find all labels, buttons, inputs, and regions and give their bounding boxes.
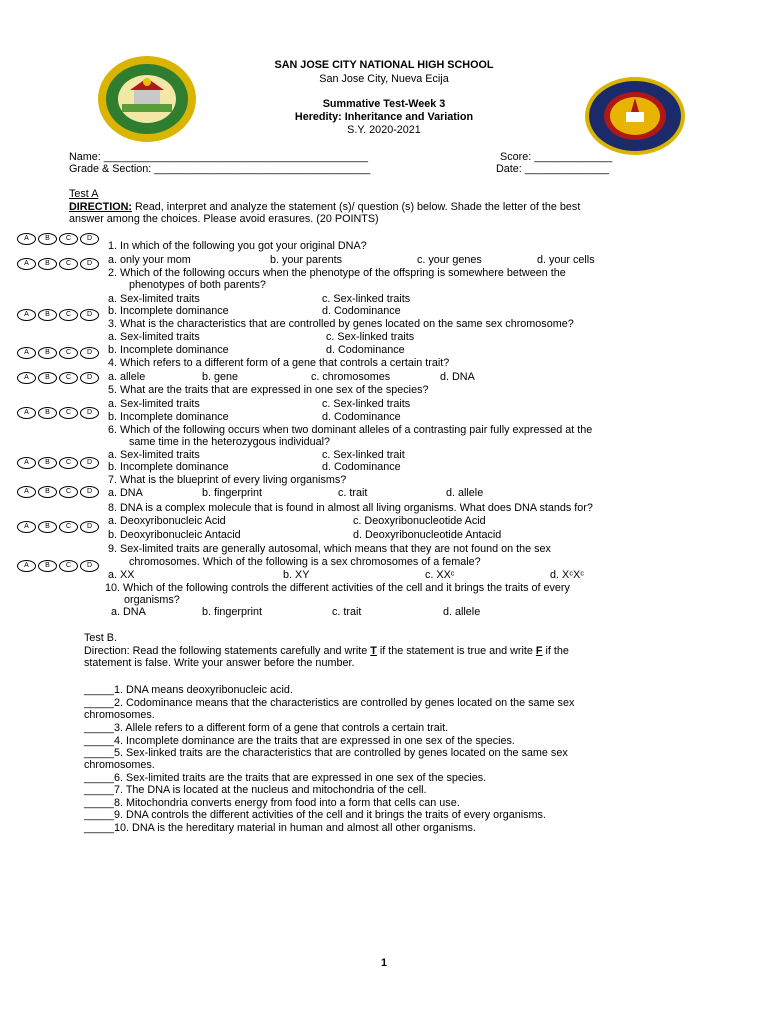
q4-option-c: c. chromosomes [311,371,391,383]
test-b-direction: Direction: Read the following statements carefully and write T if the statement is true and write F if the [84,645,569,657]
bubble-d[interactable]: D [80,486,99,498]
school-name: SAN JOSE CITY NATIONAL HIGH SCHOOL [274,59,494,71]
test-topic: Heredity: Inheritance and Variation [294,111,474,123]
q9-option-a: a. XX [108,569,135,581]
q3-option-c: c. Sex-linked traits [326,331,415,343]
q10-option-a: a. DNA [111,606,146,618]
bubble-b[interactable]: B [38,233,57,245]
q2-option-b: b. Incomplete dominance [108,305,229,317]
test-b-item-7[interactable]: _____7. The DNA is located at the nucleus and mitochondria of the cell. [84,784,427,796]
answer-bubbles-q6[interactable] [17,407,99,419]
q6-option-a: a. Sex-limited traits [108,449,200,461]
bubble-c[interactable]: C [59,521,78,533]
bubble-c[interactable]: C [59,486,78,498]
q7-option-a: a. DNA [108,487,143,499]
test-b-item-9[interactable]: _____9. DNA controls the different activities of the cell and it brings the traits of every organisms. [84,809,546,821]
school-location: San Jose City, Nueva Ecija [319,73,449,85]
q7-option-d: d. allele [446,487,484,499]
test-b-item-2-cont: chromosomes. [84,709,155,721]
question-8: 8. DNA is a complex molecule that is found in almost all living organisms. What does DNA stands for? [108,502,593,514]
q10-option-c: c. trait [332,606,362,618]
q2-option-d: d. Codominance [322,305,401,317]
question-3: 3. What is the characteristics that are controlled by genes located on the same sex chromosome? [108,318,574,330]
q6-option-b: b. Incomplete dominance [108,461,229,473]
test-b-item-4[interactable]: _____4. Incomplete dominance are the traits that are expressed in one sex of the species. [84,735,515,747]
bubble-b[interactable]: B [38,457,57,469]
q10-option-d: d. allele [443,606,481,618]
q4-option-b: b. gene [202,371,239,383]
test-a-title: Test A [69,188,99,200]
q9-option-c: c. XXᶜ [425,569,455,581]
bubble-d[interactable]: D [80,521,99,533]
q10-option-b: b. fingerprint [202,606,263,618]
q1-option-a: a. only your mom [108,254,191,266]
bubble-b[interactable]: B [38,309,57,321]
test-a-direction-line2: answer among the choices. Please avoid erasures. (20 POINTS) [69,213,379,225]
question-10-cont: organisms? [124,594,180,606]
q4-option-d: d. DNA [440,371,475,383]
answer-bubbles-q10[interactable] [17,560,99,572]
bubble-a[interactable]: A [17,347,36,359]
bubble-b[interactable]: B [38,258,57,270]
answer-bubbles-q4[interactable] [17,347,99,359]
q8-option-a: a. Deoxyribonucleic Acid [108,515,226,527]
answer-bubbles-q5[interactable] [17,372,99,384]
bubble-d[interactable]: D [80,347,99,359]
test-b-item-3[interactable]: _____3. Allele refers to a different form of a gene that controls a certain trait. [84,722,449,734]
bubble-c[interactable]: C [59,233,78,245]
question-2: 2. Which of the following occurs when the phenotype of the offspring is somewhere between the [108,267,566,279]
bubble-d[interactable]: D [80,309,99,321]
test-b-item-5[interactable]: _____5. Sex-linked traits are the characteristics that are controlled by genes located on the same sex [84,747,568,759]
bubble-a[interactable]: A [17,486,36,498]
question-9-cont: chromosomes. Which of the following is a sex chromosomes of a female? [129,556,481,568]
bubble-c[interactable]: C [59,309,78,321]
bubble-c[interactable]: C [59,560,78,572]
bubble-c[interactable]: C [59,457,78,469]
q5-option-a: a. Sex-limited traits [108,398,200,410]
bubble-d[interactable]: D [80,560,99,572]
q2-option-a: a. Sex-limited traits [108,293,200,305]
question-5: 5. What are the traits that are expressed in one sex of the species? [108,384,429,396]
test-b-item-10[interactable]: _____10. DNA is the hereditary material in human and almost all other organisms. [84,822,476,834]
question-7: 7. What is the blueprint of every living organisms? [108,474,347,486]
answer-bubbles-q8[interactable] [17,486,99,498]
q7-option-b: b. fingerprint [202,487,263,499]
test-b-item-1[interactable]: _____1. DNA means deoxyribonucleic acid. [84,684,293,696]
q8-option-b: b. Deoxyribonucleic Antacid [108,529,241,541]
bubble-d[interactable]: D [80,372,99,384]
test-b-title: Test B. [84,632,118,644]
q5-option-c: c. Sex-linked traits [322,398,411,410]
bubble-a[interactable]: A [17,457,36,469]
q8-option-d: d. Deoxyribonucleotide Antacid [353,529,502,541]
q4-option-a: a. allele [108,371,146,383]
bubble-d[interactable]: D [80,457,99,469]
date-field[interactable]: Date: ______________ [496,163,609,175]
q3-option-d: d. Codominance [326,344,405,356]
question-2-cont: phenotypes of both parents? [129,279,266,291]
q3-option-a: a. Sex-limited traits [108,331,200,343]
test-b-item-8[interactable]: _____8. Mitochondria converts energy from food into a form that cells can use. [84,797,460,809]
q6-option-d: d. Codominance [322,461,401,473]
bubble-d[interactable]: D [80,407,99,419]
test-a-direction: DIRECTION: Read, interpret and analyze the statement (s)/ question (s) below. Shade the letter of the best [69,201,581,213]
bubble-a[interactable]: A [17,258,36,270]
q6-option-c: c. Sex-linked trait [322,449,405,461]
answer-bubbles-q2[interactable] [17,258,99,270]
test-b-item-5-cont: chromosomes. [84,759,155,771]
bubble-b[interactable]: B [38,560,57,572]
bubble-a[interactable]: A [17,233,36,245]
test-title: Summative Test-Week 3 [322,98,446,110]
q1-option-b: b. your parents [270,254,343,266]
question-4: 4. Which refers to a different form of a gene that controls a certain trait? [108,357,450,369]
bubble-b[interactable]: B [38,407,57,419]
school-year: S.Y. 2020-2021 [347,124,421,136]
bubble-b[interactable]: B [38,372,57,384]
question-6: 6. Which of the following occurs when two dominant alleles of a contrasting pair fully expressed at the [108,424,593,436]
name-field[interactable]: Name: ____________________________________________ [69,151,369,163]
bubble-a[interactable]: A [17,521,36,533]
grade-section-field[interactable]: Grade & Section: ____________________________________ [69,163,371,175]
bubble-c[interactable]: C [59,258,78,270]
bubble-a[interactable]: A [17,372,36,384]
answer-bubbles-q3[interactable] [17,309,99,321]
bubble-b[interactable]: B [38,521,57,533]
q7-option-c: c. trait [338,487,368,499]
q1-option-c: c. your genes [417,254,482,266]
q5-option-d: d. Codominance [322,411,401,423]
question-10: 10. Which of the following controls the different activities of the cell and it brings the traits of every [105,582,570,594]
bubble-a[interactable]: A [17,560,36,572]
question-1: 1. In which of the following you got your original DNA? [108,240,367,252]
question-9: 9. Sex-limited traits are generally autosomal, which means that they are not found on the sex [108,543,551,555]
q9-option-b: b. XY [283,569,310,581]
q2-option-c: c. Sex-linked traits [322,293,411,305]
question-6-cont: same time in the heterozygous individual? [129,436,331,448]
page-number: 1 [380,957,387,969]
q8-option-c: c. Deoxyribonucleotide Acid [353,515,486,527]
answer-bubbles-q1[interactable] [17,233,99,245]
score-field[interactable]: Score: _____________ [500,151,613,163]
bubble-c[interactable]: C [59,407,78,419]
test-b-direction-line2: statement is false. Write your answer before the number. [84,657,355,669]
answer-bubbles-q9[interactable] [17,521,99,533]
bubble-a[interactable]: A [17,407,36,419]
q3-option-b: b. Incomplete dominance [108,344,229,356]
q5-option-b: b. Incomplete dominance [108,411,229,423]
test-b-item-2[interactable]: _____2. Codominance means that the characteristics are controlled by genes located on the same sex [84,697,575,709]
bubble-c[interactable]: C [59,372,78,384]
bubble-a[interactable]: A [17,309,36,321]
answer-bubbles-q7[interactable] [17,457,99,469]
bubble-c[interactable]: C [59,347,78,359]
q9-option-d: d. XᶜXᶜ [550,569,585,581]
bubble-b[interactable]: B [38,486,57,498]
test-b-item-6[interactable]: _____6. Sex-limited traits are the traits that are expressed in one sex of the species. [84,772,487,784]
bubble-d[interactable]: D [80,233,99,245]
bubble-b[interactable]: B [38,347,57,359]
q1-option-d: d. your cells [537,254,595,266]
bubble-d[interactable]: D [80,258,99,270]
